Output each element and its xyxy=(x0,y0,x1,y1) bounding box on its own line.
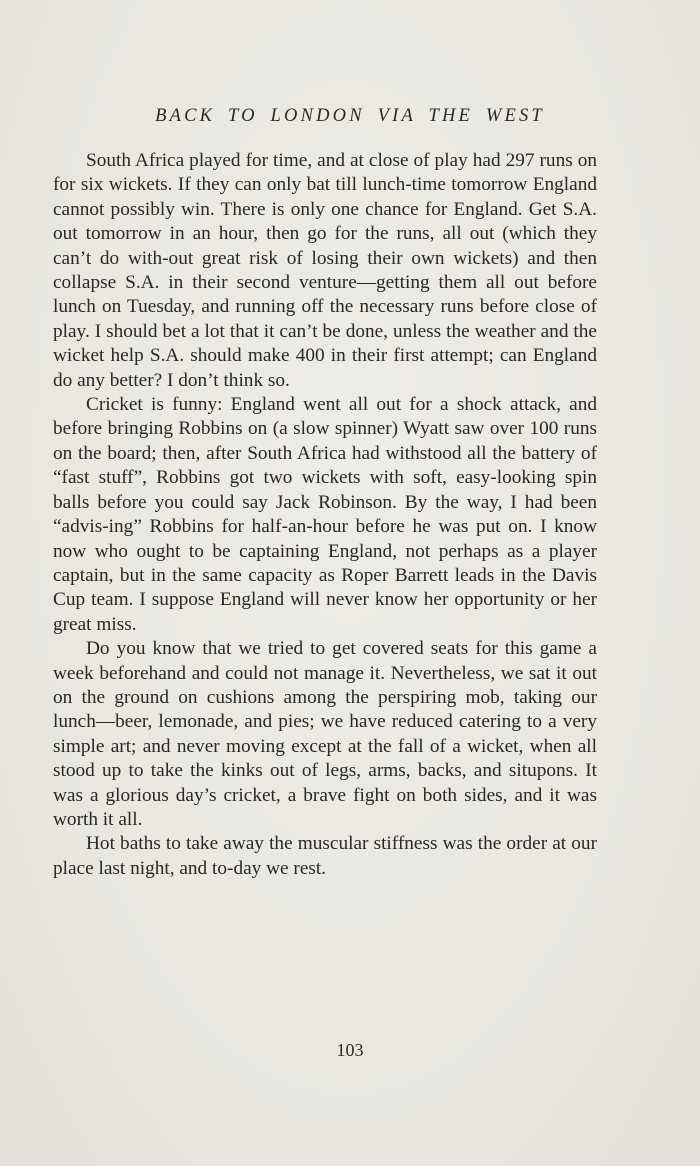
body-text xyxy=(53,149,597,881)
paragraph-1: South Africa played for time, and at close of play had 297 runs on for six wickets. If they can only bat till lunch-time tomorrow England cannot possibly win. There is only one chance for England. Get S.A. out tomorrow in an hour, then go for the runs, all out (which they can’t do with-out great risk of losing their own wickets) and then collapse S.A. in their second venture—getting them all out before lunch on Tuesday, and running off the necessary runs before close of play. I should bet a lot that it can’t be done, unless the weather and the wicket help S.A. should make 400 in their first attempt; can England do any better? I don’t think so. xyxy=(53,150,597,391)
paragraph-4: Hot baths to take away the muscular stiffness was the order at our place last night, and to-day we rest. xyxy=(53,833,597,879)
paragraph-2: Cricket is funny: England went all out for a shock attack, and before bringing Robbins on (a slow spinner) Wyatt saw over 100 runs on the board; then, after South Africa had withstood all the battery of “fast stuff”, Robbins got two wickets with soft, easy-looking spin balls before you could say Jack Robinson. By the way, I had been “advis-ing” Robbins for half-an-hour before he was put on. I know now who ought to be captaining England, not perhaps as a player captain, but in the same capacity as Roper Barrett leads in the Davis Cup team. I suppose England will never know her opportunity or her great miss. xyxy=(53,394,597,635)
paragraph-3: Do you know that we tried to get covered seats for this game a week beforehand and could not manage it. Nevertheless, we sat it out on the ground on cushions among the perspiring mob, taking our lunch—beer, lemonade, and pies; we have reduced catering to a very simple art; and never moving except at the fall of a wicket, when all stood up to take the kinks out of legs, arms, backs, and situpons. It was a glorious day’s cricket, a brave fight on both sides, and it was worth it all. xyxy=(53,638,597,830)
running-head: BACK TO LONDON VIA THE WEST xyxy=(155,106,545,126)
page-number: 103 xyxy=(336,1040,364,1060)
